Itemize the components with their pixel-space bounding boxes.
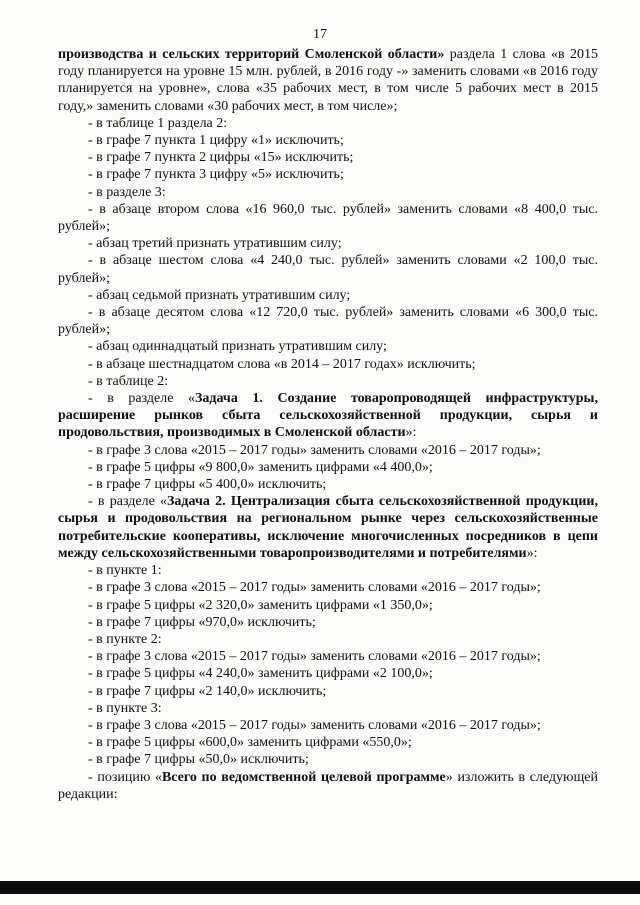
list-item: - в графе 7 цифры «2 140,0» исключить; (88, 683, 327, 699)
list-item: - в таблице 2: (88, 373, 169, 389)
document-body (58, 46, 598, 803)
list-item: - в графе 7 цифры «5 400,0» исключить; (88, 477, 327, 493)
list-item: - в пункте 3: (88, 700, 162, 716)
paragraph-continuation: производства и сельских территорий Смоленской области» раздела 1 слова «в 2015 году планируется на уровне 15 млн. рублей, в 2016 году -» заменить словами «в 2016 году планируется на уровне», слова «35 рабочих мест, в том числе 5 рабочих мест в 2015 году,» заменить словами «30 рабочих мест, в том числе»; (58, 47, 599, 114)
list-item: - в графе 5 цифры «9 800,0» заменить цифрами «4 400,0»; (88, 459, 433, 475)
list-item: - абзац одиннадцатый признать утратившим силу; (88, 339, 387, 355)
list-item: - абзац третий признать утратившим силу; (88, 236, 342, 252)
list-item: - в абзаце шестнадцатом слова «в 2014 – 2017 годах» исключить; (88, 356, 476, 372)
bold-text: Задача 1. Создание товаропроводящей инфраструктуры, расширение рынков сбыта сельскохозяйственной продукции, сырья и продовольствия, производимых в Смоленской области (58, 391, 598, 441)
list-item: - в графе 7 пункта 3 цифру «5» исключить; (88, 167, 344, 183)
list-item: - позицию «Всего по ведомственной целевой программе» изложить в следующей редакции: (58, 769, 598, 802)
list-item: - в пункте 2: (88, 631, 162, 647)
list-item: - абзац седьмой признать утратившим силу; (88, 287, 351, 303)
list-item: - в абзаце втором слова «16 960,0 тыс. рублей» заменить словами «8 400,0 тыс. рублей»; (58, 201, 598, 235)
bold-text: производства и сельских территорий Смоленской области» (58, 47, 445, 62)
list-item: - в разделе 3: (88, 184, 166, 200)
list-item: - в таблице 1 раздела 2: (88, 115, 228, 131)
bold-text: Всего по ведомственной целевой программе (161, 769, 446, 785)
page-number: 17 (313, 27, 327, 42)
list-item: - в графе 3 слова «2015 – 2017 годы» заменить словами «2016 – 2017 годы»; (88, 649, 541, 665)
list-item: - в графе 3 слова «2015 – 2017 годы» заменить словами «2016 – 2017 годы»; (88, 580, 541, 596)
list-item: - в пункте 1: (88, 563, 162, 579)
list-item: - в абзаце десятом слова «12 720,0 тыс. рублей» заменить словами «6 300,0 тыс. рублей»; (58, 305, 598, 338)
list-item: - в разделе «Задача 1. Создание товаропроводящей инфраструктуры, расширение рынков сбыта сельскохозяйственной продукции, сырья и продовольствия, производимых в Смоленской области»: (58, 391, 598, 441)
list-item: - в графе 5 цифры «600,0» заменить цифрами «550,0»; (88, 735, 412, 751)
list-item: - в графе 5 цифры «4 240,0» заменить цифрами «2 100,0»; (88, 666, 433, 682)
list-item: - в графе 7 цифры «970,0» исключить; (88, 614, 316, 630)
list-item: - в графе 5 цифры «2 320,0» заменить цифрами «1 350,0»; (88, 597, 433, 613)
list-item: - в графе 7 пункта 1 цифру «1» исключить; (88, 133, 344, 149)
list-item: - в абзаце шестом слова «4 240,0 тыс. рублей» заменить словами «2 100,0 тыс. рублей»; (58, 253, 598, 286)
list-item: - в разделе «Задача 2. Централизация сбыта сельскохозяйственной продукции, сырья и продовольствия на региональном рынке через сельскохозяйственные потребительские кооперативы, исключение многочисленных посредников в цепи между сельскохозяйственными товаропроизводителями и потребителями»: (58, 494, 598, 561)
list-item: - в графе 7 пункта 2 цифры «15» исключить; (88, 150, 354, 166)
scan-border (0, 881, 640, 894)
list-item: - в графе 3 слова «2015 – 2017 годы» заменить словами «2016 – 2017 годы»; (88, 717, 541, 733)
bold-text: Задача 2. Централизация сбыта сельскохозяйственной продукции, сырья и продовольствия на региональном рынке через сельскохозяйственные потребительские кооперативы, исключение многочисленных посредников в цепи между сельскохозяйственными товаропроизводителями и потребителями (58, 494, 598, 561)
list-item: - в графе 7 цифры «50,0» исключить; (88, 752, 309, 768)
list-item: - в графе 3 слова «2015 – 2017 годы» заменить словами «2016 – 2017 годы»; (88, 442, 541, 458)
